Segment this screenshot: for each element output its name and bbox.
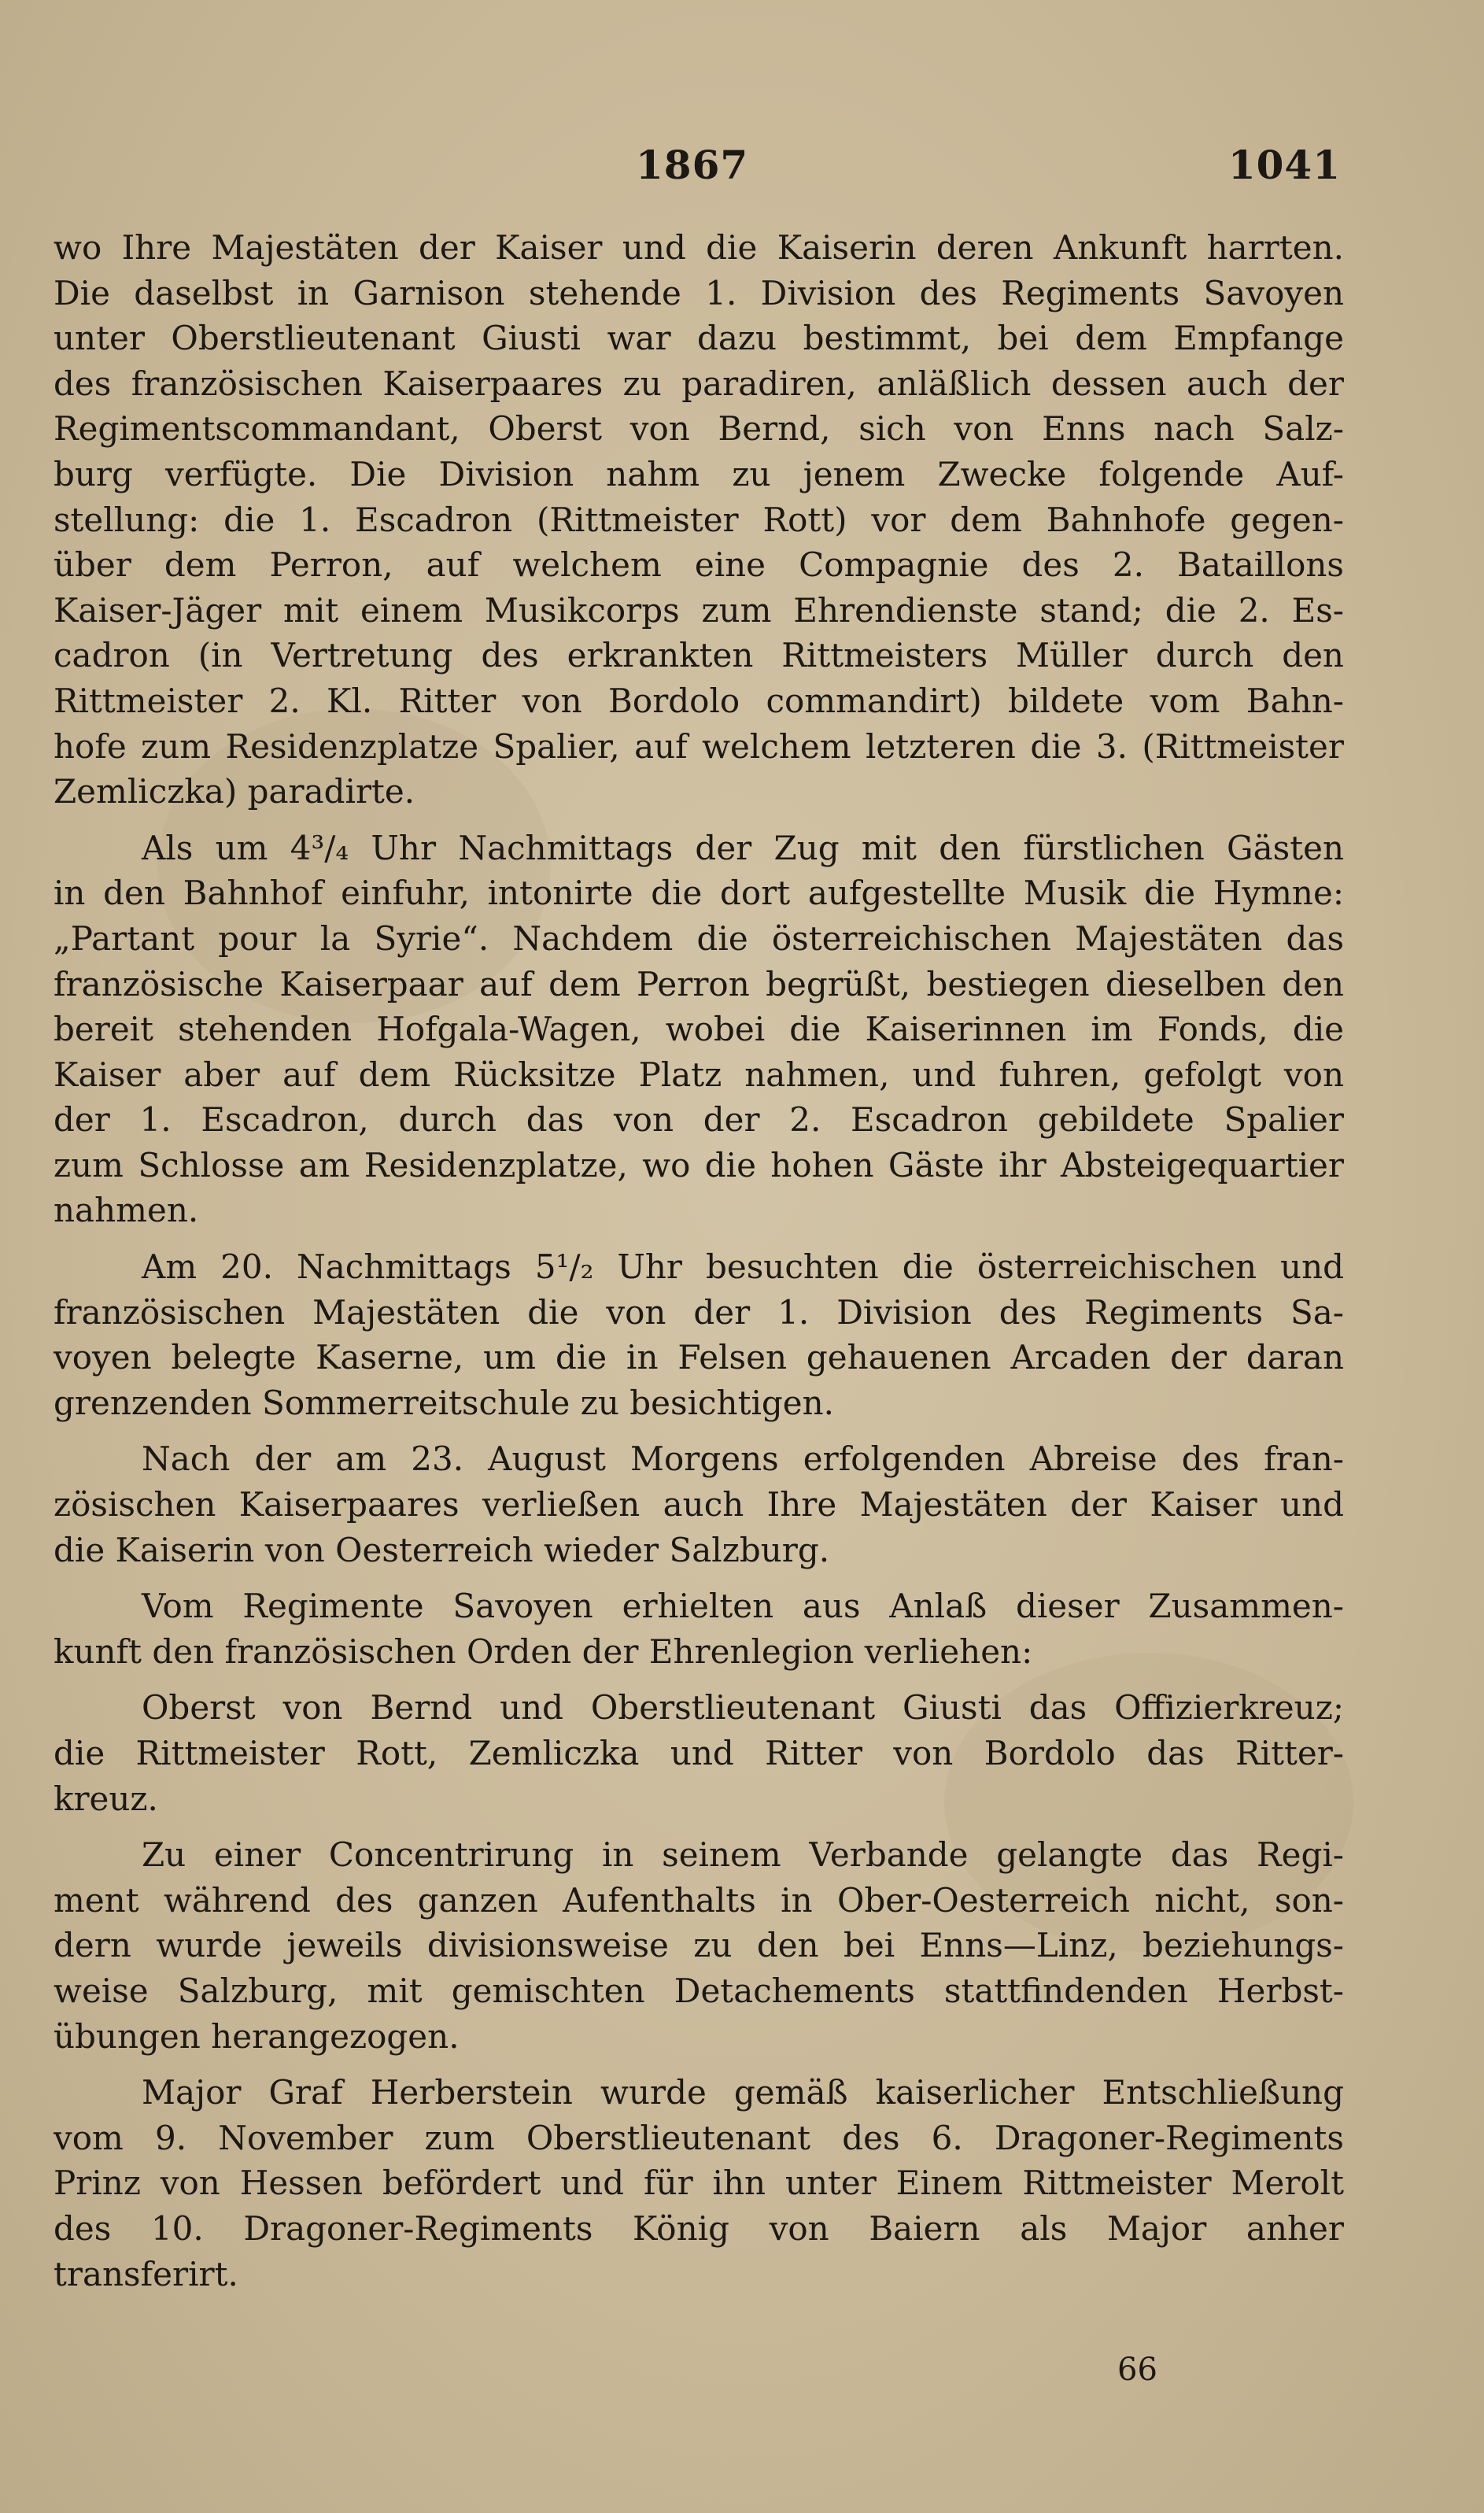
text-line: kreuz.	[54, 1779, 158, 1818]
text-line: cadron (in Vertretung des erkrankten Rittmeisters Müller durch den	[54, 636, 1344, 675]
text-line: Zemliczka) paradirte.	[54, 772, 415, 811]
paragraph	[54, 1584, 1344, 1674]
paragraph	[54, 2070, 1344, 2297]
text-line: weise Salzburg, mit gemischten Detachements stattfindenden Herbst-	[54, 1971, 1344, 2010]
text-line: wo Ihre Majestäten der Kaiser und die Kaiserin deren Ankunft harrten.	[54, 228, 1344, 267]
text-line: der 1. Escadron, durch das von der 2. Escadron gebildete Spalier	[54, 1100, 1344, 1140]
paragraph	[54, 1244, 1344, 1425]
text-line: über dem Perron, auf welchem eine Compagnie des 2. Bataillons	[54, 545, 1344, 585]
text-line: dern wurde jeweils divisionsweise zu den bei Enns—Linz, beziehungs-	[54, 1926, 1344, 1965]
running-year: 1867	[636, 142, 749, 188]
text-line: burg verfügte. Die Division nahm zu jenem Zwecke folgende Auf-	[54, 454, 1344, 493]
signature-mark: 66	[1117, 2352, 1157, 2388]
text-line: Die daselbst in Garnison stehende 1. Division des Regiments Savoyen	[54, 273, 1344, 312]
body-text	[54, 225, 1344, 2308]
text-line: Rittmeister 2. Kl. Ritter von Bordolo commandirt) bildete vom Bahn-	[54, 681, 1344, 720]
paragraph	[54, 1685, 1344, 1821]
text-line: übungen herangezogen.	[54, 2016, 460, 2056]
text-line: kunft den französischen Orden der Ehrenlegion verliehen:	[54, 1632, 1033, 1671]
text-line: unter Oberstlieutenant Giusti war dazu bestimmt, bei dem Empfange	[54, 319, 1344, 358]
text-line: „Partant pour la Syrie“. Nachdem die österreichischen Majestäten das	[54, 918, 1344, 958]
text-line: grenzenden Sommerreitschule zu besichtigen.	[54, 1383, 835, 1422]
paragraph	[54, 1832, 1344, 2059]
text-line: des 10. Dragoner-Regiments König von Baiern als Major anher	[54, 2208, 1344, 2248]
text-line: vom 9. November zum Oberstlieutenant des 6. Dragoner-Regiments	[54, 2118, 1344, 2157]
text-line: bereit stehenden Hofgala-Wagen, wobei die Kaiserinnen im Fonds, die	[54, 1010, 1344, 1049]
text-line: hofe zum Residenzplatze Spalier, auf welchem letzteren die 3. (Rittmeister	[54, 726, 1344, 766]
text-line: Als um 4³/₄ Uhr Nachmittags der Zug mit den fürstlichen Gästen	[142, 828, 1344, 867]
text-line: in den Bahnhof einfuhr, intonirte die dort aufgestellte Musik die Hymne:	[54, 874, 1344, 913]
text-line: Regimentscommandant, Oberst von Bernd, sich von Enns nach Salz-	[54, 409, 1344, 449]
text-line: Vom Regimente Savoyen erhielten aus Anlaß dieser Zusammen-	[142, 1587, 1344, 1626]
text-line: nahmen.	[54, 1191, 199, 1230]
text-line: französische Kaiserpaar auf dem Perron begrüßt, bestiegen dieselben den	[54, 964, 1344, 1003]
page-header	[54, 142, 1341, 197]
text-line: ment während des ganzen Aufenthalts in Ober-Oesterreich nicht, son-	[54, 1880, 1344, 1920]
text-line: transferirt.	[54, 2254, 238, 2293]
text-line: stellung: die 1. Escadron (Rittmeister Rott) vor dem Bahnhofe gegen-	[54, 500, 1344, 539]
text-line: Zu einer Concentrirung in seinem Verbande gelangte das Regi-	[142, 1835, 1344, 1875]
text-line: Kaiser-Jäger mit einem Musikcorps zum Ehrendienste stand; die 2. Es-	[54, 590, 1344, 630]
text-line: Major Graf Herberstein wurde gemäß kaiserlicher Entschließung	[142, 2073, 1344, 2112]
text-line: Kaiser aber auf dem Rücksitze Platz nahmen, und fuhren, gefolgt von	[54, 1055, 1344, 1094]
text-line: Nach der am 23. August Morgens erfolgenden Abreise des fran-	[142, 1439, 1344, 1479]
text-line: die Kaiserin von Oesterreich wieder Salzburg.	[54, 1530, 830, 1569]
text-line: des französischen Kaiserpaares zu paradiren, anläßlich dessen auch der	[54, 364, 1344, 403]
text-line: zösischen Kaiserpaares verließen auch Ihre Majestäten der Kaiser und	[54, 1485, 1344, 1524]
text-line: Prinz von Hessen befördert und für ihn unter Einem Rittmeister Merolt	[54, 2164, 1344, 2203]
paragraph	[54, 826, 1344, 1233]
paragraph	[54, 1436, 1344, 1572]
text-line: Am 20. Nachmittags 5¹/₂ Uhr besuchten die österreichischen und	[142, 1247, 1344, 1287]
paragraph	[54, 225, 1344, 815]
page-number: 1041	[1227, 142, 1341, 188]
text-line: die Rittmeister Rott, Zemliczka und Ritter von Bordolo das Ritter-	[54, 1734, 1344, 1772]
text-line: Oberst von Bernd und Oberstlieutenant Giusti das Offizierkreuz;	[142, 1688, 1344, 1728]
text-line: voyen belegte Kaserne, um die in Felsen gehauenen Arcaden der daran	[54, 1338, 1344, 1377]
text-line: französischen Majestäten die von der 1. Division des Regiments Sa-	[54, 1292, 1344, 1332]
text-line: zum Schlosse am Residenzplatze, wo die hohen Gäste ihr Absteigequartier	[54, 1145, 1344, 1184]
